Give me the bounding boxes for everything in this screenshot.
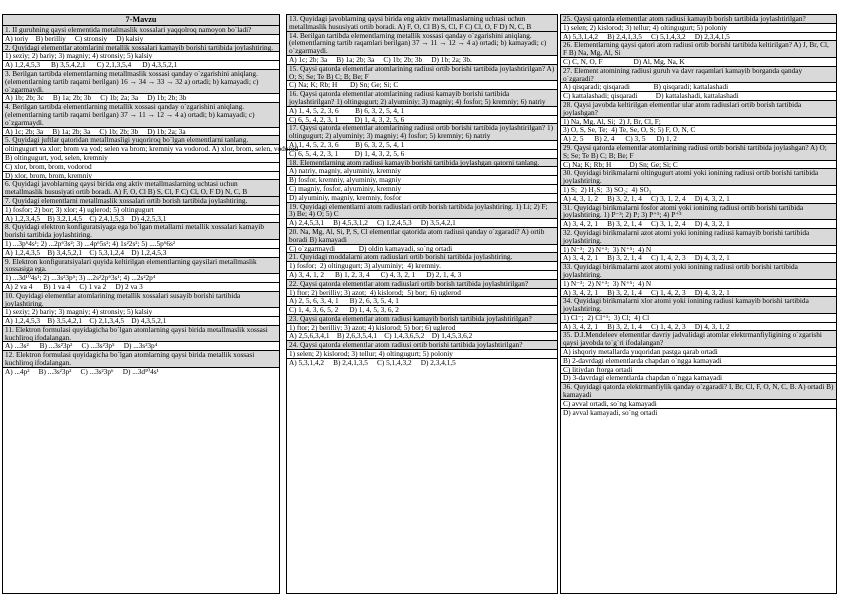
question-text: 1. II guruhning qaysi elementida metalmaslik xossalari yaqqolroq namoyon bo`ladi? bbox=[3, 26, 279, 34]
answer-line: A) 2, 5 B) 2, 4 C) 3, 5 D) 1, 2 bbox=[561, 134, 836, 143]
question-text: 12. Elektron formulasi quyidagicha bo`lgan atomlarning qaysi birida metallik xossasi kuchliroq ifodalangan. bbox=[3, 351, 279, 367]
question-block bbox=[3, 351, 279, 375]
question-block bbox=[3, 70, 279, 103]
question-block bbox=[561, 15, 836, 41]
question-block bbox=[3, 103, 279, 136]
questions-col-3 bbox=[561, 15, 836, 416]
answer-line: B) oltingugurt, yod, selen, kremniy bbox=[3, 153, 279, 162]
answer-line: 1) seziy; 2) bariy; 3) magniy; 4) stronsiy; 5) kalsiy bbox=[3, 51, 279, 60]
answer-line: 1) fosfor; 2) oltingugurt; 3) alyuminiy; 4) kremniy. bbox=[287, 261, 557, 270]
answer-line: 1) N⁻³; 2) N⁺³; 3) N⁺⁵; 4) N bbox=[561, 245, 836, 254]
answer-line: 1) selen; 2) kislorod; 3) tellur; 4) oltingugurt; 5) poloniy bbox=[561, 23, 836, 32]
question-text: 3. Berilgan tartibda elementlarning metallmaslik xossasi qanday o`zgarishini aniqlang. (elementlarning tartib raqami berilgan) 16 → 34 → 33 → 32 a) ortadi; b) kamayadi; c) o`zgarmaydi. bbox=[3, 70, 279, 93]
question-text: 2. Quyidagi elementlar atomlarini metallik xossalari kamayib borishi tartibida joylashtiring. bbox=[3, 44, 279, 52]
question-block bbox=[287, 280, 557, 315]
question-block bbox=[287, 203, 557, 228]
question-text: 26. Elementlarning qaysi qatori atom radiusi ortib borishi tartibida keltirilgan? A) J, Br, Cl, F B) Na, Mg, Al, Si bbox=[561, 41, 836, 57]
question-text: 9. Elektron konfiguratsiyalari quyida keltirilgan elementlarning qaysilari metallmaslik xossasiga ega. bbox=[3, 258, 279, 274]
answer-line: 1) fosfor; 2) bor; 3) xlor; 4) uglerod; 5) oltingugurt bbox=[3, 205, 279, 214]
question-text: 14. Berilgan tartibda elementlarning metallik xossasi qanday o`zgarishini aniqlang. (elementlarning tartib raqamlari berilgan) 37 → 11 → 12 → 4 a) ortadi; b) kamayadi; c) o`zgarmaydi. bbox=[287, 32, 557, 55]
answer-line: 3) O, S, Se, Te; 4) Te, Se, O, S; 5) F, O, N, C bbox=[561, 125, 836, 134]
question-text: 19. Quyidagi elementlarni atom radiuslari ortib borish tartibida joylashtiring. 1) Li; 2) F; 3) Be; 4) O; 5) C bbox=[287, 203, 557, 219]
answer-line: C) kattalashadi; qisqaradi D) kattalashadi, kattalashadi bbox=[561, 91, 836, 100]
question-block bbox=[561, 331, 836, 383]
answer-line: 1) ftor; 2) berilliy; 3) azot; 4) kislorod; 5) bor; 6) uglerod bbox=[287, 288, 557, 297]
question-block bbox=[3, 326, 279, 351]
answer-line: A) 2,5,6,3,4,1 B) 2,6,3,5,4,1 C) 1,4,3,6,5,2 D) 1,4,5,3,6,2 bbox=[287, 331, 557, 340]
answer-line: A) qisqaradi; qisqaradi B) qisqaradi; kattalashadi bbox=[561, 82, 836, 91]
answer-line: C) 6, 5, 4, 2, 3, 1 D) 1, 4, 3, 2, 5, 6 bbox=[287, 115, 557, 124]
answer-line: C) C, N, O, F D) Al, Mg, Na, K bbox=[561, 57, 836, 66]
question-text: 23. Qaysi qatorda elementlar atom radiusi kamayib borish tartibida joylashtirilgan? bbox=[287, 315, 557, 323]
column-3 bbox=[560, 14, 837, 594]
answer-line: A) 1, 4, 5, 2, 3, 6 B) 6, 3, 2, 5, 4, 1 bbox=[287, 140, 557, 149]
answer-line: A) 3, 4, 2, 1 B) 3, 2, 1, 4 C) 1, 4, 2, 3 D) 4, 3, 2, 1 bbox=[561, 253, 836, 262]
answer-line: oltingugurt va xlor; brom va yod; selen va brom; kremniy va vodorod. A) xlor, brom, selen, vodorod bbox=[5, 144, 299, 154]
answer-line: D) avval kamayadi, so`ng ortadi bbox=[561, 408, 836, 417]
question-block bbox=[561, 144, 836, 169]
question-text: 11. Elektron formulasi quyidagicha bo`lgan atomlarning qaysi birida metallmaslik xossasi kuchliroq ifodalangan. bbox=[3, 326, 279, 342]
question-block bbox=[287, 315, 557, 341]
question-text: 10. Quyidagi elementlar atomlarining metallik xossalari susayib borishi tartibida joylashtiring. bbox=[3, 292, 279, 308]
answer-line: A) 1,2,4,5,3 B) 3,5,4,2,1 C) 2,1,3,4,5 D) 4,3,5,2,1 bbox=[3, 316, 279, 325]
answer-line: A) 1,2,4,3,5 B) 3,4,5,2,1 C) 5,3,1,2,4 D) 1,2,4,5,3 bbox=[3, 248, 279, 257]
question-block bbox=[3, 197, 279, 223]
questions-col-2 bbox=[287, 15, 557, 367]
answer-line: 1) seziy; 2) bariy; 3) magniy; 4) stronsiy; 5) kalsiy bbox=[3, 307, 279, 316]
question-text: 28. Qaysi javobda keltirilgan elementlar ular atom radiuslari ortib borish tartibida joylashgan? bbox=[561, 101, 836, 117]
question-text: 29. Qaysi qatorda elementlar atomlarining radiusi ortib borishi tartibida joylashgan? A) O; S; Se; Te B) C; B; Be; F bbox=[561, 144, 836, 160]
answer-line: 1) N⁻³; 2) N⁺³; 3) N⁺⁵; 4) N bbox=[561, 279, 836, 288]
question-text: 4. Berilgan tartibda elementlarning metallik xossasi qanday o`zgarishini aniqlang. (elementlarning tartib raqami berilgan) 37 → 11 → 12 → 4 a) ortadi; b) kamayadi; c) o`zgarmaydi. bbox=[3, 103, 279, 126]
column-1 bbox=[2, 14, 299, 594]
question-text: 36. Quyidagi qatorda elektrmanfiylik qanday o`zgaradi? I, Br, Cl, F, O, N, C, B. A) ortadi B) kamayadi bbox=[561, 383, 836, 399]
question-block bbox=[3, 26, 279, 44]
question-block bbox=[287, 90, 557, 124]
answer-line: A) ...4p² B) ...3s²3p² C) ...3s²3p⁶ D) ...3d¹⁰4s¹ bbox=[3, 367, 279, 376]
answer-line: 1) ...3p⁶4s¹; 2) ...2p⁶3s²; 3) ...4p⁶5s²; 4) 1s²2s²; 5) ....5p⁶6s² bbox=[3, 239, 279, 248]
answer-line: A) 1,2,4,5,3 B) 3,5,4,2,1 C) 2,1,3,5,4 D) 4,3,5,2,1 bbox=[3, 60, 279, 69]
answer-line: C) Na; K; Rb; H D) Sn; Ge; Si; C bbox=[561, 160, 836, 169]
question-block bbox=[287, 159, 557, 203]
answer-line: 1) selen; 2) kislorod; 3) tellur; 4) oltingugurt; 5) poloniy bbox=[287, 349, 557, 358]
answer-line: 1) Cl⁻; 2) Cl⁺¹; 3) Cl; 4) Cl bbox=[561, 313, 836, 322]
answer-line: A) 4, 3, 1, 2 B) 3, 2, 1, 4 C) 3, 1, 2, 4 D) 4, 3, 2, 1 bbox=[561, 194, 836, 203]
questions-col-1 bbox=[3, 25, 299, 376]
answer-line: A) 2,4,5,3,1 B) 4,5,3,1,2 C) 1,2,4,5,3 D) 3,5,4,2,1 bbox=[287, 218, 557, 227]
answer-line: C) Na; K; Rb; H D) Sn; Ge; Si; C bbox=[287, 80, 557, 89]
page-title: 7-Mavzu bbox=[3, 15, 279, 26]
question-text: 6. Quyidagi javoblarning qaysi birida eng aktiv metallmaslarning uchtasi uchun metallmaslik hususiyati ortib boradi. A) F, O, Cl B) S, Cl, F C) Cl, O, F D) N, C, B bbox=[3, 180, 279, 196]
answer-line: A) 5,3,1,4,2 B) 2,4,1,3,5 C) 5,1,4,3,2 D) 2,3,4,1,5 bbox=[287, 358, 557, 367]
question-text: 5. Quyidagi juftlar qatoridan metallmasligi yuqoriroq bo`lgan elementlarni tanlang. bbox=[3, 136, 279, 144]
answer-line: A) 2 va 4 B) 1 va 4 C) 1 va 2 D) 2 va 3 bbox=[3, 282, 279, 291]
answer-line: B) fosfor, kremniy, alyuminiy, magniy bbox=[287, 175, 557, 184]
answer-line: C) 1, 4, 3, 6, 5, 2 D) 1, 4, 5, 3, 6, 2 bbox=[287, 305, 557, 314]
answer-line: C) o`zgarmaydi D) oldin kamayadi, so`ng ortadi bbox=[287, 244, 557, 253]
answer-line: A) 3, 4, 1, 2 B) 1, 2, 3, 4 C) 4, 3, 2, 1 D) 2, 1, 4, 3 bbox=[287, 270, 557, 279]
answer-line: C) litiydan ftorga ortadi bbox=[561, 365, 836, 374]
answer-line: A) 3, 4, 2, 1 B) 3, 2, 1, 4 C) 1, 4, 2, 3 D) 4, 3, 2, 1 bbox=[561, 288, 836, 297]
answer-line: A) 2, 5, 6, 3, 4, 1 B) 2, 6, 3, 5, 4, 1 bbox=[287, 296, 557, 305]
answer-line: 1) S; 2) H₂S; 3) SO₂; 4) SO₃ bbox=[561, 185, 836, 194]
question-block bbox=[287, 15, 557, 32]
answer-line: A) ...3s² B) ...3s²3p² C) ...3s²3p⁵ D) ...3s²3p⁴ bbox=[3, 341, 279, 350]
question-block bbox=[561, 204, 836, 229]
question-block bbox=[3, 44, 279, 70]
question-text: 7. Quyidagi elementlarni metallmaslik xossalari ortib borish tartibida joylashtiring. bbox=[3, 197, 279, 205]
answer-line: 1) Na, Mg, Al, Si; 2) J, Br, Cl, F; bbox=[561, 117, 836, 126]
column-2 bbox=[286, 14, 558, 594]
answer-line: A) 1c; 2b; 3a B) 1a; 2b; 3a C) 1b; 2b; 3b D) 1b; 2a; 3b. bbox=[287, 55, 557, 64]
question-text: 21. Quyidagi moddalarni atom radiuslari ortib borishi tartibida joylashtiring. bbox=[287, 253, 557, 261]
question-text: 35. D.I.Mendeleev elementlar davriy jadvalidagi atomlar elektrmanfiyligining o`zgarishi qaysi javobda to`g`ri ifodalangan? bbox=[561, 331, 836, 347]
question-text: 32. Quyidagi birikmalarni azot atomi yoki ionining radiusi kamayib borishi tartibida joylashtiring. bbox=[561, 229, 836, 245]
answer-line: C) magniy, fosfor, alyuminiy, kremniy bbox=[287, 184, 557, 193]
question-block bbox=[287, 124, 557, 158]
question-block bbox=[561, 169, 836, 203]
answer-line: B) 2-davrdagi elementlarda chapdan o`ngga kamayadi bbox=[561, 356, 836, 365]
question-block bbox=[3, 292, 279, 326]
question-text: 31. Quyidagi birikmalarni fosfor atomi yoki ionining radiusi ortib borishi tartibida joylashtiring. 1) P⁻³; 2) P; 3) P⁺⁵; 4) P⁺³ bbox=[561, 204, 836, 220]
question-text: 25. Qaysi qatorda elementlar atom radiusi kamayib borish tartibida joylashtirilgan? bbox=[561, 15, 836, 23]
question-block bbox=[3, 223, 279, 257]
answer-line: A) 5,3,1,4,2 B) 2,4,1,3,5 C) 5,1,4,3,2 D) 2,3,4,1,5 bbox=[561, 32, 836, 41]
answer-line: A) 1, 4, 5, 2, 3, 6 B) 6, 3, 2, 5, 4, 1 bbox=[287, 106, 557, 115]
question-block bbox=[561, 67, 836, 101]
answer-line: A) 1b; 2b; 3c B) 1a; 2b; 3b C) 1b; 2a; 3a D) 1b; 2b; 3b bbox=[3, 93, 279, 102]
question-text: 17. Qaysi qatorda elementlar atomlarining radiusi ortib borishi tartibida joylashtirilgan? 1) oltingugurt; 2) alyuminiy; 3) magniy; 4) fosfor; 5) kremniy; 6) natriy bbox=[287, 124, 557, 140]
answer-line: D) alyuminiy, magniy, kremniy, fosfor bbox=[287, 193, 557, 202]
answer-line: A) 1,2,3,4,5 B) 3,2,1,4,5 C) 2,4,1,5,3 D) 4,2,5,3,1 bbox=[3, 214, 279, 223]
question-block bbox=[561, 101, 836, 144]
question-block bbox=[561, 229, 836, 263]
answer-line: D) 3-davrdagi elementlarda chapdan o`ngga kamayadi bbox=[561, 373, 836, 382]
question-block bbox=[287, 65, 557, 90]
question-block bbox=[561, 263, 836, 297]
answer-line: 1) ftor; 2) berilliy; 3) azot; 4) kislorod; 5) bor; 6) uglerod bbox=[287, 323, 557, 332]
question-block bbox=[287, 32, 557, 65]
answer-line: A) 1c; 2b; 3a B) 1a; 2b; 3a C) 1b; 2b; 3b D) 1b; 2a; 3a bbox=[3, 127, 279, 136]
answer-line: D) xlor, brom, brom, kremniy bbox=[3, 171, 279, 180]
question-text: 20. Na, Mg, Al, Si, P, S, Cl elementlar qatorida atom radiusi qanday o`zgaradi? A) ortib boradi B) kamayadi bbox=[287, 228, 557, 244]
answer-line: C) xlor, brom, brom, vodorod bbox=[3, 162, 279, 171]
question-text: 33. Quyidagi birikmalarni azot atomi yoki ionining radiusi ortib borishi tartibida joylashtiring. bbox=[561, 263, 836, 279]
question-block bbox=[3, 258, 279, 292]
answer-line: A) ishqoriy metallarda yuqoridan pastga qarab ortadi bbox=[561, 347, 836, 356]
question-block bbox=[287, 253, 557, 279]
answer-line: C) 6, 5, 4, 2, 3, 1 D) 1, 4, 3, 2, 5, 6 bbox=[287, 149, 557, 158]
question-text: 24. Qaysi qatorda elementlar atom radiusi ortib borishi tartibida joylashtirilgan? bbox=[287, 341, 557, 349]
question-text: 30. Quyidagi birikmalarni oltingugurt atomi yoki ionining radiusi ortib borishi tartibida joylashtiring. bbox=[561, 169, 836, 185]
answer-line: 1) ...3d¹⁰4s¹; 2) ...3s²3p⁵; 3) ...2s²2p⁶3s¹; 4) ...2s²2p⁴ bbox=[3, 273, 279, 282]
question-block bbox=[287, 228, 557, 253]
question-block bbox=[3, 180, 279, 197]
question-block bbox=[3, 135, 299, 180]
question-text: 15. Qaysi qatorda elementlar atomlarining radiusi ortib borishi tartibida joylashtirilgan? A) O; S; Se; Te B) C; B; Be; F bbox=[287, 65, 557, 81]
answer-line: A) natriy, magniy, alyuminiy, kremniy bbox=[287, 166, 557, 175]
answer-line: A) 3, 4, 2, 1 B) 3, 2, 1, 4 C) 3, 1, 2, 4 D) 4, 3, 2, 1 bbox=[561, 219, 836, 228]
question-text: 34. Quyidagi birikmalarni xlor atomi yoki ionining radiusi kamayib borishi tartibida joylashtiring. bbox=[561, 297, 836, 313]
question-text: 16. Qaysi qatorda elementlar atomlarining radiusi kamayib borishi tartibida joylashtirilgan? 1) oltingugurt; 2) alyuminiy; 3) magniy; 4) fosfor; 5) kremniy; 6) natriy bbox=[287, 90, 557, 106]
question-block bbox=[561, 383, 836, 416]
question-text: 13. Quyidagi javoblarning qaysi birida eng aktiv metallmaslarning uchtasi uchun metallmaslik hususiyati ortib boradi. A) F, O, Cl B) S, Cl, F C) Cl, O, F D) N, C, B bbox=[287, 15, 557, 31]
question-text: 8. Quyidagi elektron konfiguratsiyaga ega bo`lgan metallarni metallik xossalari kamayib borishi tartibida joylashtiring. bbox=[3, 223, 279, 239]
question-text: 22. Qaysi qatorda elementlar atom radiuslari ortib borish tartibida joylashtirilgan? bbox=[287, 280, 557, 288]
answer-line: C) avval ortadi, so`ng kamayadi bbox=[561, 399, 836, 408]
question-block bbox=[561, 297, 836, 331]
answer-line: A) toriy B) berilliy C) stronsiy D) kalsiy bbox=[3, 34, 279, 43]
question-block bbox=[287, 341, 557, 366]
question-text: 27. Element atomining radiusi guruh va davr raqamlari kamayib borganda qanday o`zgaradi? bbox=[561, 67, 836, 83]
answer-line: A) 3, 4, 2, 1 B) 3, 2, 1, 4 C) 1, 4, 2, 3 D) 4, 3, 1, 2 bbox=[561, 322, 836, 331]
question-block bbox=[561, 41, 836, 66]
question-text: 18. Elementlarning atom radiusi kamayib borishi tartibida joylashgan qatorni tanlang. bbox=[287, 159, 557, 167]
